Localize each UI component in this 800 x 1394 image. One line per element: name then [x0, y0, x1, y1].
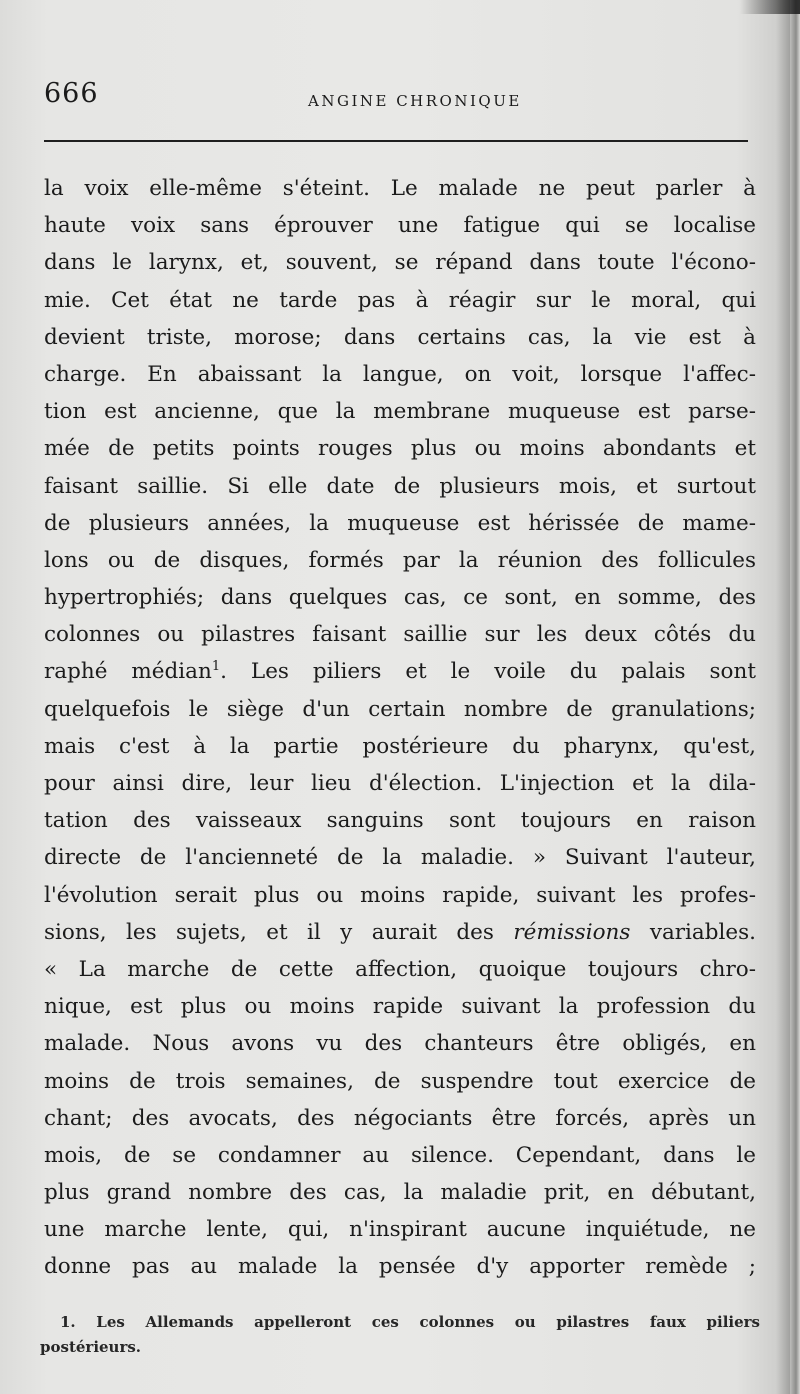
header-rule: [44, 140, 748, 142]
text-line: une marche lente, qui, n'inspirant aucune inquiétude, ne: [44, 1217, 756, 1243]
text-line: mois, de se condamner au silence. Cependant, dans le: [44, 1142, 756, 1168]
text-line: malade. Nous avons vu des chanteurs être obligés, en: [44, 1031, 756, 1057]
text-line: faisant saillie. Si elle date de plusieurs mois, et surtout: [44, 473, 756, 499]
text-line-with-italic: [44, 914, 756, 951]
text-line: colonnes ou pilastres faisant saillie sur les deux côtés du: [44, 622, 756, 648]
text-segment: . Les piliers et le voile du palais sont: [220, 659, 756, 685]
page-number: 666: [44, 78, 99, 109]
text-line: chant; des avocats, des négociants être forcés, après un: [44, 1105, 756, 1131]
text-segment: variables.: [630, 919, 756, 945]
corner-shadow: [740, 0, 800, 14]
text-line: mais c'est à la partie postérieure du pharynx, qu'est,: [44, 733, 756, 759]
text-line-with-footnote-ref: [44, 653, 756, 690]
text-segment: raphé médian: [44, 659, 212, 685]
text-line: « La marche de cette affection, quoique toujours chro-: [44, 956, 756, 982]
text-line: l'évolution serait plus ou moins rapide, suivant les profes-: [44, 882, 756, 908]
text-line: haute voix sans éprouver une fatigue qui se localise: [44, 213, 756, 239]
footnote: [40, 1310, 760, 1360]
text-line: la voix elle-même s'éteint. Le malade ne peut parler à: [44, 176, 756, 201]
running-head: ANGINE CHRONIQUE: [308, 92, 522, 110]
text-line: mie. Cet état ne tarde pas à réagir sur le moral, qui: [44, 287, 756, 313]
page-edge-shadow: [790, 0, 800, 1394]
text-line: tion est ancienne, que la membrane muqueuse est parse-: [44, 399, 756, 425]
text-segment: sions, les sujets, et il y aurait des: [44, 919, 494, 945]
text-line: mée de petits points rouges plus ou moins abondants et: [44, 436, 756, 462]
text-line: moins de trois semaines, de suspendre tout exercice de: [44, 1068, 756, 1094]
text-line: donne pas au malade la pensée d'y apporter remède ;: [44, 1254, 756, 1280]
text-line: lons ou de disques, formés par la réunion des follicules: [44, 547, 756, 573]
text-line: plus grand nombre des cas, la maladie prit, en débutant,: [44, 1180, 756, 1206]
text-line: hypertrophiés; dans quelques cas, ce sont, en somme, des: [44, 585, 756, 611]
text-line: charge. En abaissant la langue, on voit, lorsque l'affec-: [44, 361, 756, 387]
text-line: dans le larynx, et, souvent, se répand dans toute l'écono-: [44, 250, 756, 276]
italic-word: rémissions: [513, 919, 631, 945]
footnote-ref: 1: [211, 659, 221, 675]
text-line: tation des vaisseaux sanguins sont toujours en raison: [44, 808, 756, 834]
footnote-line: 1. Les Allemands appelleront ces colonnes ou pilastres faux piliers: [60, 1313, 760, 1331]
text-line: devient triste, morose; dans certains cas, la vie est à: [44, 324, 756, 350]
text-line: directe de l'ancienneté de la maladie. » Suivant l'auteur,: [44, 845, 756, 871]
page-header: [44, 78, 756, 118]
text-line: quelquefois le siège d'un certain nombre de granulations;: [44, 696, 756, 722]
text-line: pour ainsi dire, leur lieu d'élection. L'injection et la dila-: [44, 771, 756, 796]
footnote-line: postérieurs.: [40, 1338, 142, 1356]
body-text: [44, 170, 756, 1286]
text-line: nique, est plus ou moins rapide suivant la profession du: [44, 994, 756, 1020]
text-line: de plusieurs années, la muqueuse est hérissée de mame-: [44, 510, 756, 536]
